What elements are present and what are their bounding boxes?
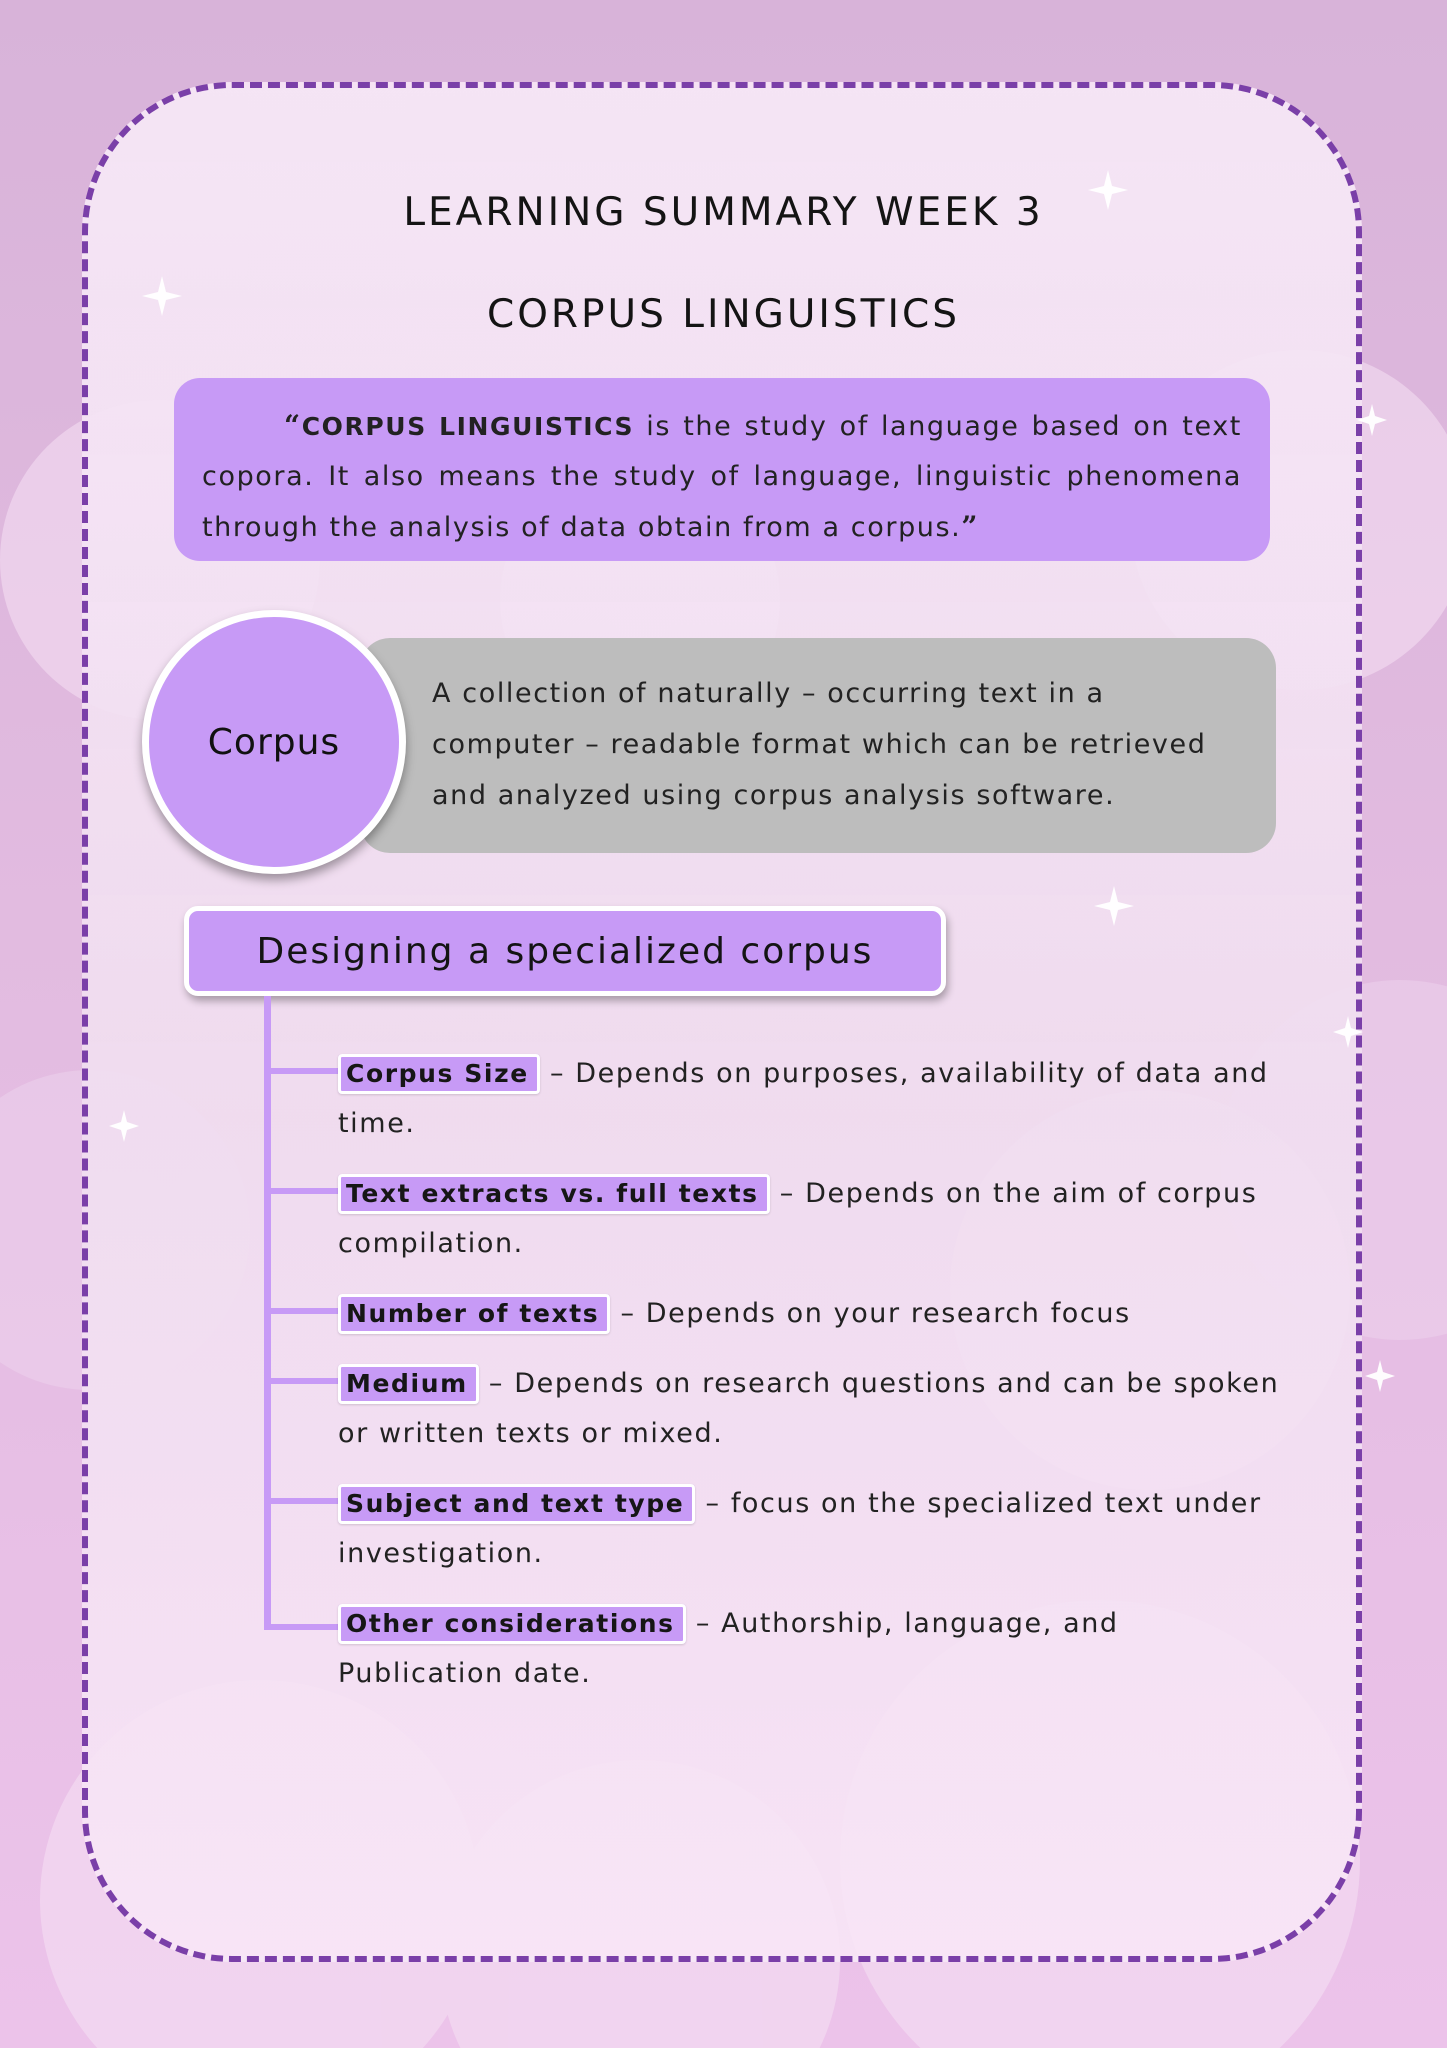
design-item-desc: – focus on the specialized text under investigation. [338, 1488, 1262, 1569]
design-item-desc: – Depends on research questions and can be spoken or written texts or mixed. [338, 1368, 1280, 1449]
corpus-label: Corpus [207, 721, 341, 763]
design-item-term: Other considerations [338, 1604, 686, 1644]
design-item-desc: – Authorship, language, and Publication date. [338, 1608, 1119, 1689]
sparkle-icon [1365, 1360, 1395, 1392]
definition-quote-box [174, 378, 1270, 561]
tree-branch-line [264, 1498, 340, 1504]
corpus-label-circle [142, 610, 406, 874]
design-item-term: Text extracts vs. full texts [338, 1174, 770, 1214]
page-title: LEARNING SUMMARY WEEK 3 [403, 190, 1044, 235]
design-item [338, 1289, 1286, 1339]
tree-branch-line [264, 1188, 340, 1194]
design-item [338, 1169, 1286, 1269]
design-item [338, 1479, 1286, 1579]
quote-term: CORPUS LINGUISTICS [301, 412, 635, 441]
design-item [338, 1049, 1286, 1149]
sparkle-icon [109, 1110, 139, 1142]
page-subtitle: CORPUS LINGUISTICS [487, 292, 960, 337]
design-item-term: Number of texts [338, 1294, 610, 1334]
design-section-heading [184, 906, 946, 996]
sparkle-icon [1357, 404, 1387, 436]
open-quote-mark: “ [284, 409, 302, 442]
close-quote-mark: ” [961, 510, 980, 543]
tree-branch-line [264, 1068, 340, 1074]
design-item [338, 1599, 1286, 1699]
tree-branch-line [264, 1308, 340, 1314]
design-item-desc: – Depends on your research focus [610, 1298, 1131, 1329]
corpus-definition-text: A collection of naturally – occurring text in a computer – readable format which can be retrieved and analyzed using corpus analysis software. [432, 678, 1207, 811]
design-section-title: Designing a specialized corpus [256, 930, 874, 972]
tree-branch-line [264, 1378, 340, 1384]
design-item [338, 1359, 1286, 1459]
design-item-term: Corpus Size [338, 1054, 540, 1094]
design-item-desc: – Depends on the aim of corpus compilation. [338, 1178, 1258, 1259]
design-item-desc: – Depends on purposes, availability of data and time. [338, 1058, 1269, 1139]
design-item-term: Subject and text type [338, 1484, 695, 1524]
design-item-term: Medium [338, 1364, 479, 1404]
corpus-definition-box [360, 638, 1276, 853]
sparkle-icon [1094, 886, 1134, 926]
tree-branch-line [264, 1624, 340, 1630]
sparkle-icon [1333, 1016, 1363, 1048]
quote-text: is the study of language based on text copora. It also means the study of language, linguistic phenomena through the analysis of data obtain from a corpus. [202, 411, 1242, 543]
